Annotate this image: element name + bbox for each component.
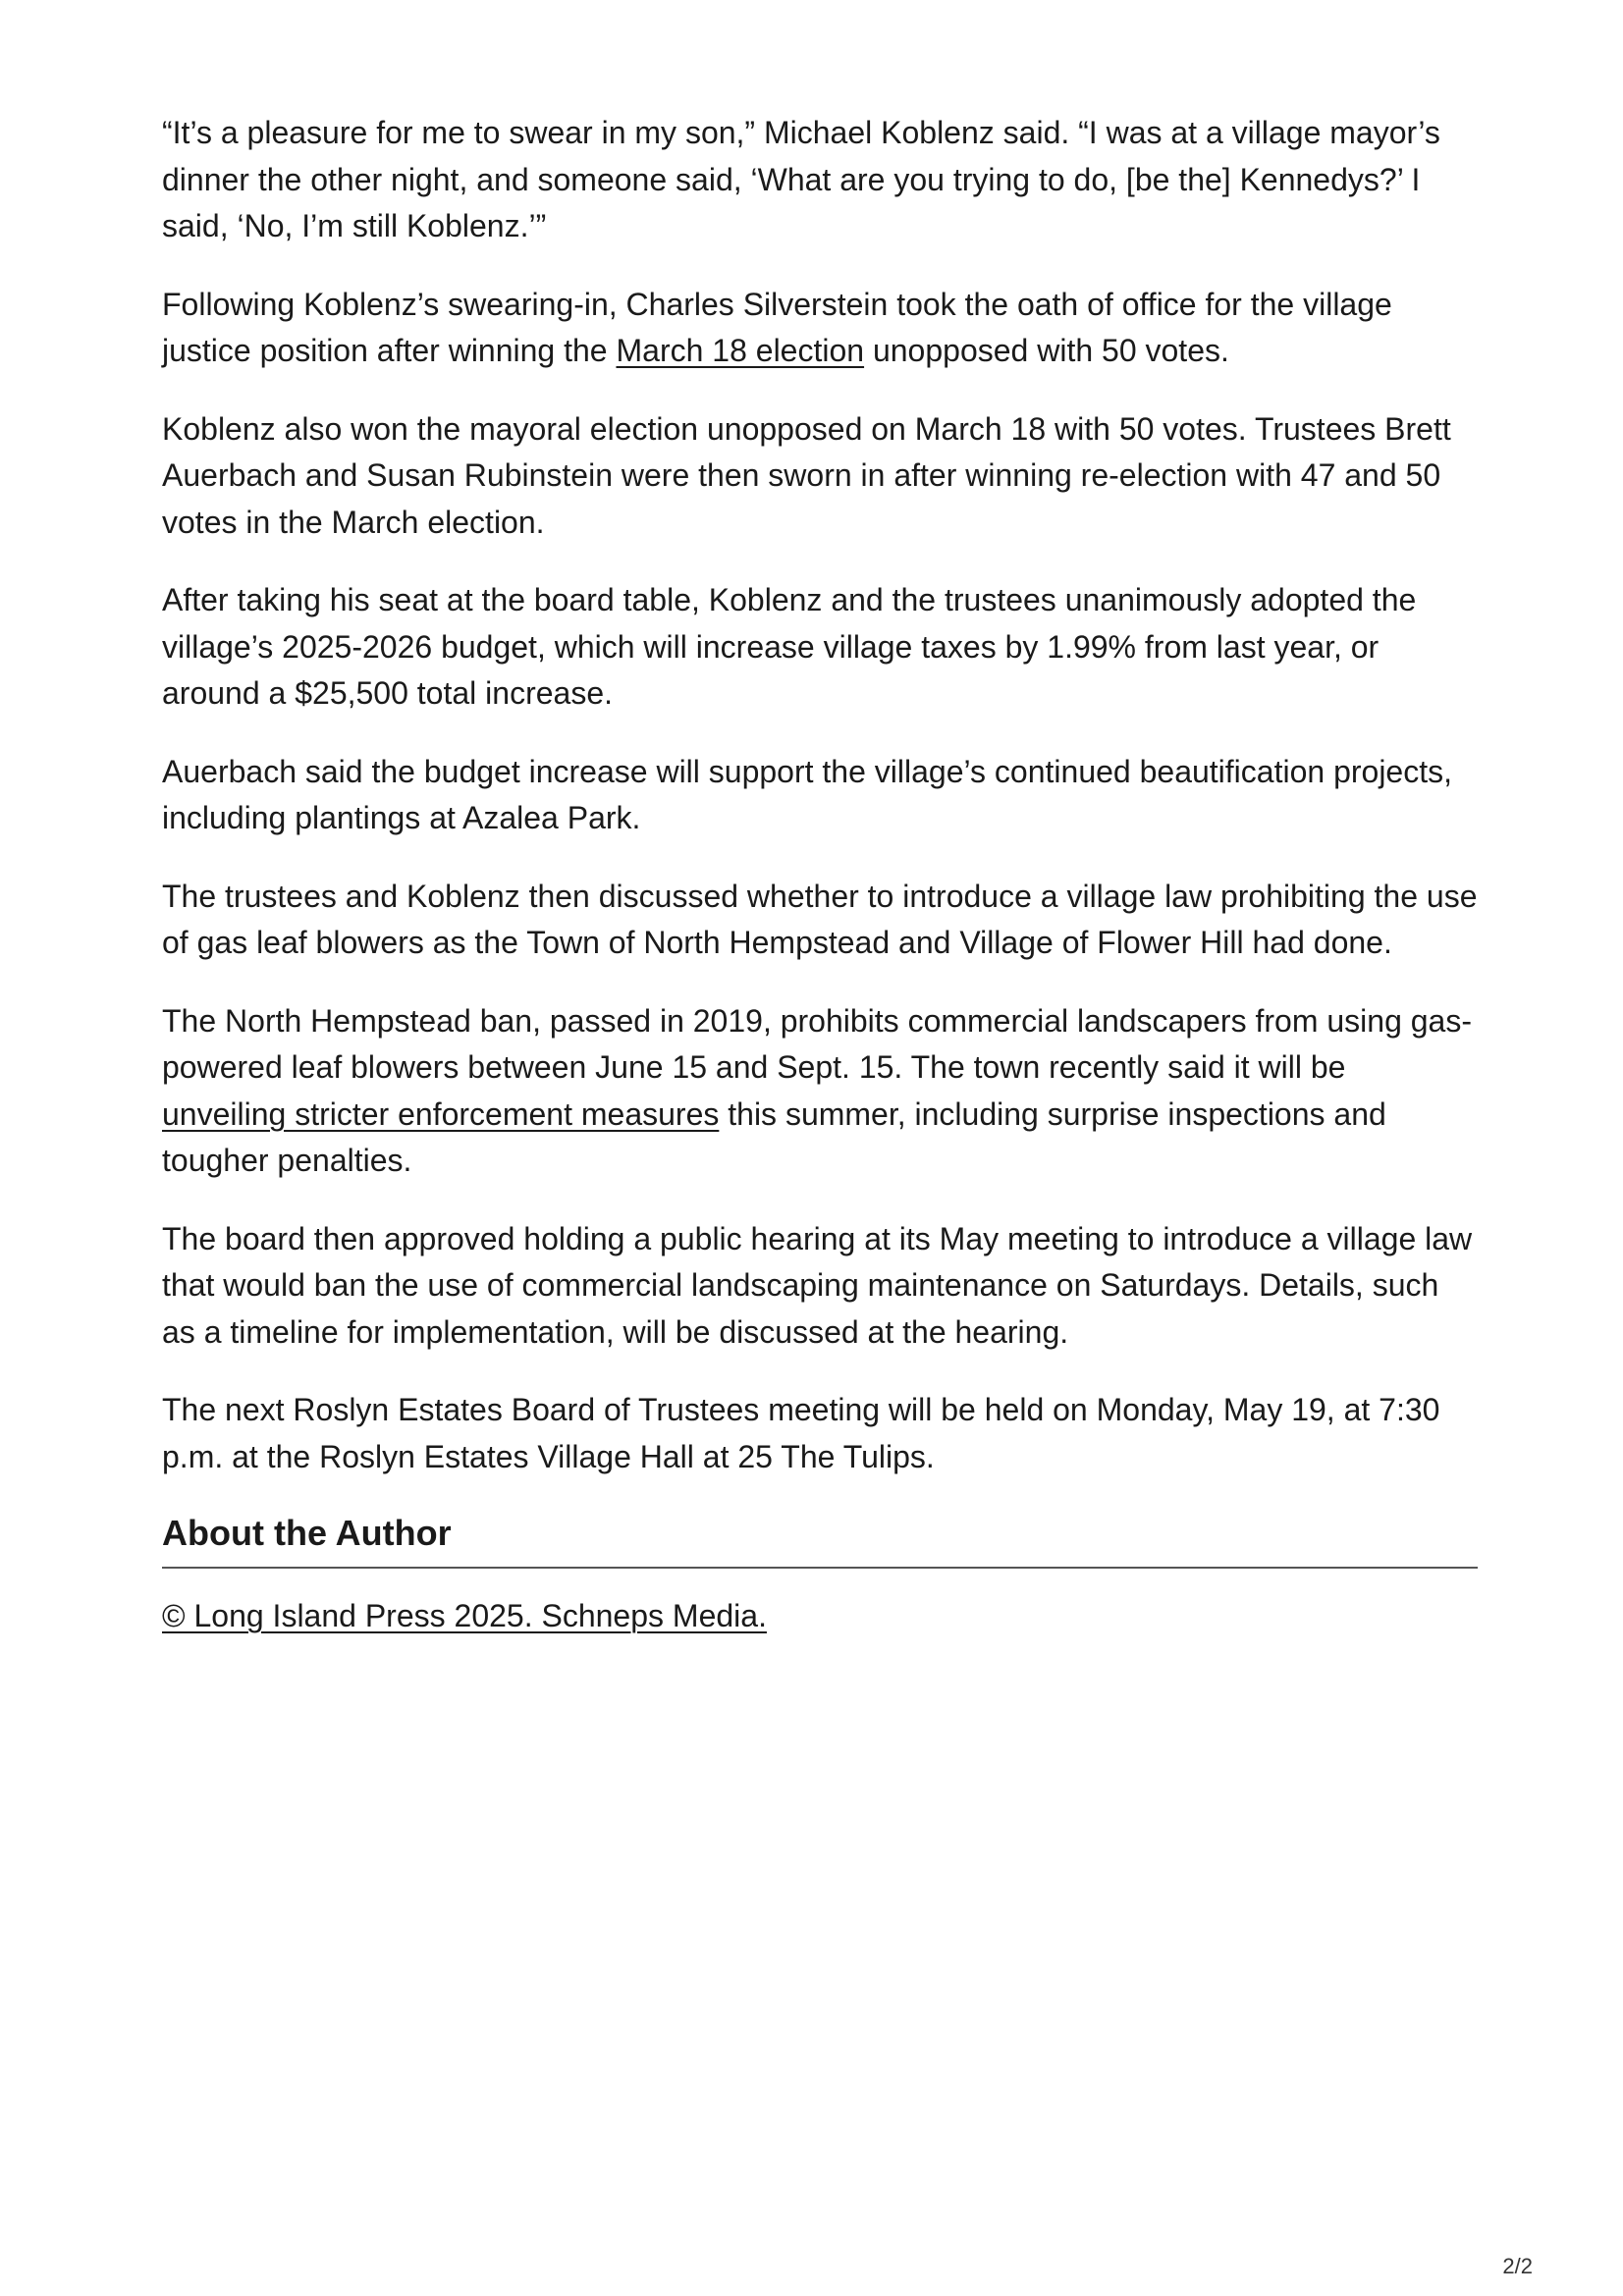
enforcement-measures-link[interactable]: unveiling stricter enforcement measures xyxy=(162,1095,720,1132)
page-number: 2/2 xyxy=(1502,2254,1533,2278)
public-hearing-paragraph: The board then approved holding a public hearing at its May meeting to introduce a village law that would ban the use of commercial landscaping maintenance on Saturdays. Details, such as a timeline for implementation, will be discussed at the hearing. xyxy=(162,1220,1473,1350)
about-author-heading: About the Author xyxy=(162,1512,1478,1569)
copyright-link[interactable]: © Long Island Press 2025. Schneps Media. xyxy=(162,1598,767,1633)
paragraph-text: Following Koblenz’s swearing-in, Charles Silverstein took the oath of office for the village justice position after winning the xyxy=(162,286,1392,368)
next-meeting-paragraph: The next Roslyn Estates Board of Trustees meeting will be held on Monday, May 19, at 7:30 p.m. at the Roslyn Estates Village Hall at 25 The Tulips. xyxy=(162,1392,1440,1474)
beautification-paragraph: Auerbach said the budget increase will support the village’s continued beautification projects, including plantings at Azalea Park. xyxy=(162,753,1452,835)
march-18-election-link[interactable]: March 18 election xyxy=(616,333,865,368)
paragraph-text: The North Hempstead ban, passed in 2019, prohibits commercial landscapers from using gas-powered leaf blowers between June 15 and Sept. 15. The town recently said it will be xyxy=(162,1002,1472,1085)
paragraph-text: this summer, including surprise inspections and tougher penalties. xyxy=(162,1095,1386,1178)
paragraph-text: unopposed with 50 votes. xyxy=(864,333,1229,368)
article-body xyxy=(162,110,1478,1635)
mayoral-election-paragraph: Koblenz also won the mayoral election unopposed on March 18 with 50 votes. Trustees Brett Auerbach and Susan Rubinstein were then sworn in after winning re-election with 47 and 50 votes in the March election. xyxy=(162,410,1451,540)
quote-paragraph: “It’s a pleasure for me to swear in my son,” Michael Koblenz said. “I was at a village mayor’s dinner the other night, and someone said, ‘What are you trying to do, [be the] Kennedys?’ I said, ‘No, I’m still Koblenz.’” xyxy=(162,115,1440,243)
budget-paragraph: After taking his seat at the board table, Koblenz and the trustees unanimously adopted the village’s 2025-2026 budget, which will increase village taxes by 1.99% from last year, or around a $25,500 total increase. xyxy=(162,582,1417,711)
swearing-in-paragraph xyxy=(162,282,1478,375)
north-hempstead-ban-paragraph xyxy=(162,998,1478,1185)
leaf-blower-discussion-paragraph: The trustees and Koblenz then discussed whether to introduce a village law prohibiting the use of gas leaf blowers as the Town of North Hempstead and Village of Flower Hill had done. xyxy=(162,878,1478,960)
